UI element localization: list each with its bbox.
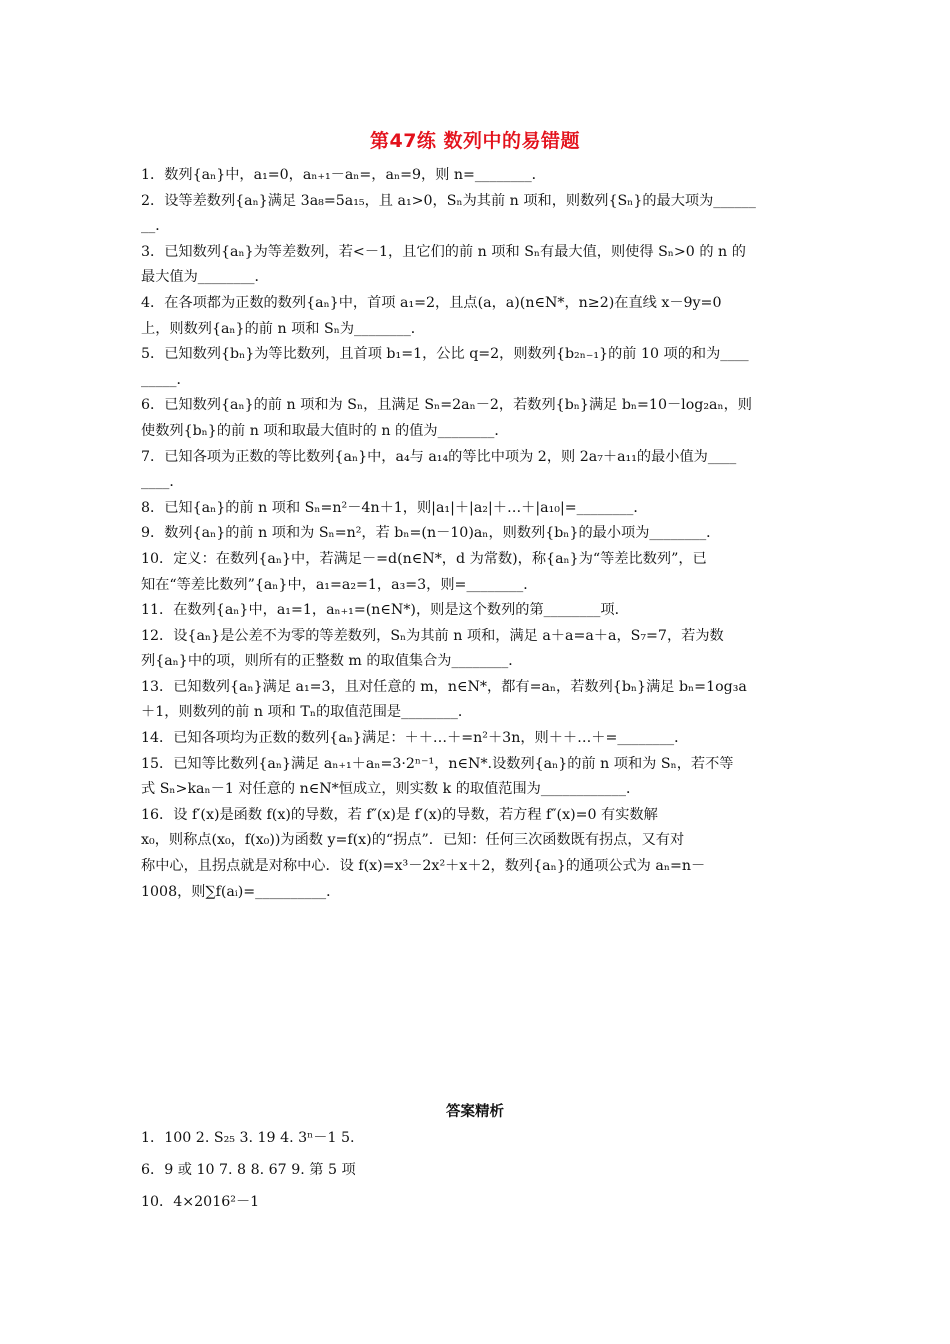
- problem-line: 9．数列{aₙ}的前 n 项和为 Sₙ=n²，若 bₙ=(n－10)aₙ，则数列{bₙ}的最小项为________．: [141, 525, 721, 542]
- problem-line: 列{aₙ}中的项，则所有的正整数 m 的取值集合为________．: [141, 653, 523, 670]
- answer-line: 1．100 2. S₂₅ 3. 19 4. 3ⁿ－1 5.: [141, 1130, 355, 1146]
- problem-line: 使数列{bₙ}的前 n 项和取最大值时的 n 的值为________．: [141, 422, 509, 439]
- problem-line: 7．已知各项为正数的等比数列{aₙ}中，a₄与 a₁₄的等比中项为 2，则 2a₇＋a₁₁的最小值为____: [141, 448, 737, 465]
- problem-line: 6．已知数列{aₙ}的前 n 项和为 Sₙ，且满足 Sₙ=2aₙ－2，若数列{bₙ}满足 bₙ=10－log₂aₙ，则: [141, 397, 752, 414]
- problem-line: 式 Sₙ>kaₙ－1 对任意的 n∈N*恒成立，则实数 k 的取值范围为____________．: [141, 781, 641, 798]
- problem-line: 14．已知各项均为正数的数列{aₙ}满足：＋＋…＋=n²＋3n，则＋＋…＋=________．: [141, 730, 689, 747]
- problem-line: x₀，则称点(x₀，f(x₀))为函数 y=f(x)的“拐点”．已知：任何三次函数既有拐点，又有对: [141, 832, 685, 849]
- problem-line: 8．已知{aₙ}的前 n 项和 Sₙ=n²－4n＋1，则|a₁|＋|a₂|＋…＋|a₁₀|=________．: [141, 499, 648, 516]
- page-title: 第47练 数列中的易错题: [369, 130, 581, 152]
- problem-line: 2．设等差数列{aₙ}满足 3a₈=5a₁₅，且 a₁>0，Sₙ为其前 n 项和，则数列{Sₙ}的最大项为______: [141, 192, 756, 209]
- problem-line: 最大值为________．: [141, 269, 269, 286]
- answer-line: 10．4×2016²－1: [141, 1194, 260, 1210]
- answer-list: [141, 1122, 811, 1218]
- answer-line: 6．9 或 10 7. 8 8. 67 9. 第 5 项: [141, 1162, 356, 1178]
- problem-line: 10．定义：在数列{aₙ}中，若满足－=d(n∈N*，d 为常数)，称{aₙ}为“等差比数列”，已: [141, 550, 707, 567]
- problem-line: 称中心，且拐点就是对称中心．设 f(x)=x³－2x²＋x＋2，数列{aₙ}的通项公式为 aₙ=n－: [141, 858, 706, 875]
- problem-line: 1008，则∑f(aᵢ)=__________．: [141, 883, 341, 900]
- problem-line: 13．已知数列{aₙ}满足 a₁=3，且对任意的 m，n∈N*，都有=aₙ，若数列{bₙ}满足 bₙ=1og₃a: [141, 678, 747, 695]
- problem-line: 4．在各项都为正数的数列{aₙ}中，首项 a₁=2，且点(a，a)(n∈N*，n≥2)在直线 x－9y=0: [141, 294, 722, 311]
- problem-line: 1．数列{aₙ}中，a₁=0，aₙ₊₁－aₙ=，aₙ=9，则 n=________．: [141, 167, 546, 183]
- problem-line: ＋1，则数列的前 n 项和 Tₙ的取值范围是________．: [141, 704, 473, 721]
- problem-line: 5．已知数列{bₙ}为等比数列，且首项 b₁=1，公比 q=2，则数列{b₂ₙ₋₁}的前 10 项的和为____: [141, 346, 749, 363]
- problem-line: _____．: [141, 371, 191, 388]
- problem-line: 3．已知数列{aₙ}为等差数列，若<－1，且它们的前 n 项和 Sₙ有最大值，则使得 Sₙ>0 的 n 的: [141, 243, 746, 260]
- problem-line: 11．在数列{aₙ}中，a₁=1，aₙ₊₁=(n∈N*)，则是这个数列的第________项．: [141, 602, 629, 619]
- problem-line: 上，则数列{aₙ}的前 n 项和 Sₙ为________．: [141, 320, 425, 337]
- problem-line: __．: [141, 218, 170, 235]
- problem-list: [141, 163, 811, 905]
- answers-heading: 答案精析: [446, 1104, 504, 1120]
- problem-line: 12．设{aₙ}是公差不为零的等差数列，Sₙ为其前 n 项和，满足 a＋a=a＋a，S₇=7，若为数: [141, 627, 724, 644]
- problem-line: ____．: [141, 474, 184, 491]
- problem-line: 15．已知等比数列{aₙ}满足 aₙ₊₁＋aₙ=3·2ⁿ⁻¹，n∈N*.设数列{aₙ}的前 n 项和为 Sₙ，若不等: [141, 755, 734, 772]
- problem-line: 知在“等差比数列”{aₙ}中，a₁=a₂=1，a₃=3，则=________．: [141, 576, 538, 593]
- problem-line: 16．设 f′(x)是函数 f(x)的导数，若 f″(x)是 f′(x)的导数，若方程 f″(x)=0 有实数解: [141, 806, 658, 823]
